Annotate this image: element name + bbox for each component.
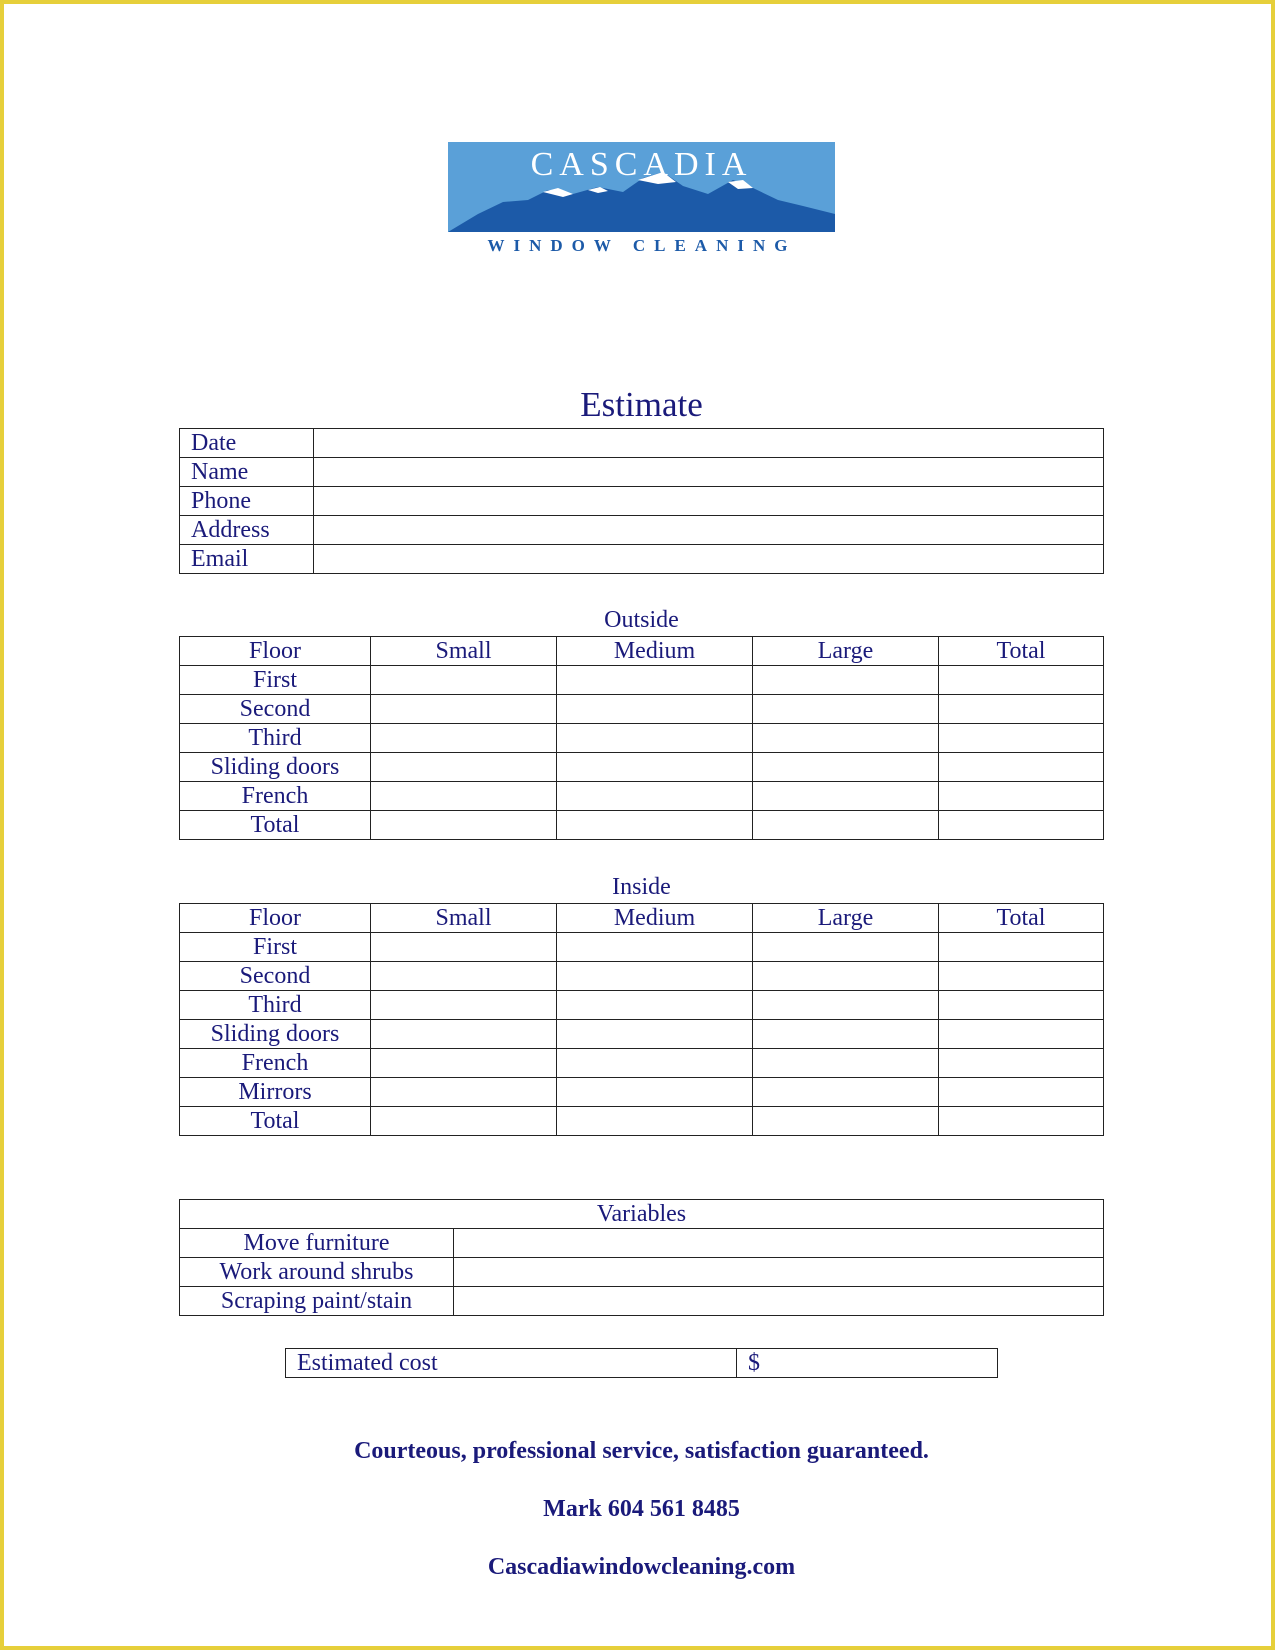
table-row xyxy=(180,695,1104,724)
cell-total[interactable] xyxy=(939,1107,1104,1136)
footer-website[interactable]: Cascadiawindowcleaning.com xyxy=(487,1554,796,1580)
variable-label-scraping-paint: Scraping paint/stain xyxy=(180,1287,454,1316)
table-row xyxy=(180,933,1104,962)
cell-small[interactable] xyxy=(371,933,557,962)
info-label-phone: Phone xyxy=(180,487,314,516)
estimated-cost-label: Estimated cost xyxy=(286,1349,737,1378)
cell-total[interactable] xyxy=(939,991,1104,1020)
cell-large[interactable] xyxy=(753,811,939,840)
info-row xyxy=(180,429,1104,458)
variable-field-move-furniture[interactable] xyxy=(454,1229,1104,1258)
cell-total[interactable] xyxy=(939,695,1104,724)
row-label: First xyxy=(180,933,371,962)
column-header: Large xyxy=(753,637,939,666)
row-label: Total xyxy=(180,1107,371,1136)
cell-large[interactable] xyxy=(753,1107,939,1136)
variable-label-move-furniture: Move furniture xyxy=(180,1229,454,1258)
column-header: Total xyxy=(939,637,1104,666)
logo-title: CASCADIA xyxy=(530,146,753,183)
table-header-row xyxy=(180,1200,1104,1229)
cell-large[interactable] xyxy=(753,666,939,695)
info-row xyxy=(180,487,1104,516)
column-header: Large xyxy=(753,904,939,933)
table-row xyxy=(180,724,1104,753)
cell-medium[interactable] xyxy=(557,695,753,724)
table-row xyxy=(180,1258,1104,1287)
info-field-date[interactable] xyxy=(314,429,1104,458)
currency-symbol: $ xyxy=(748,1350,760,1376)
table-row xyxy=(180,1229,1104,1258)
cell-large[interactable] xyxy=(753,1078,939,1107)
column-header: Small xyxy=(371,637,557,666)
info-field-phone[interactable] xyxy=(314,487,1104,516)
cell-medium[interactable] xyxy=(557,991,753,1020)
cell-small[interactable] xyxy=(371,1020,557,1049)
row-label: Mirrors xyxy=(180,1078,371,1107)
cell-large[interactable] xyxy=(753,724,939,753)
column-header: Medium xyxy=(557,637,753,666)
info-field-address[interactable] xyxy=(314,516,1104,545)
row-label: Third xyxy=(180,724,371,753)
cell-total[interactable] xyxy=(939,1078,1104,1107)
table-row xyxy=(180,1049,1104,1078)
table-header-row xyxy=(180,637,1104,666)
cell-total[interactable] xyxy=(939,962,1104,991)
table-row xyxy=(180,666,1104,695)
cell-medium[interactable] xyxy=(557,782,753,811)
logo-banner xyxy=(448,142,835,232)
column-header: Medium xyxy=(557,904,753,933)
table-row xyxy=(180,782,1104,811)
cell-small[interactable] xyxy=(371,695,557,724)
table-row xyxy=(180,753,1104,782)
info-label-email: Email xyxy=(180,545,314,574)
cell-total[interactable] xyxy=(939,666,1104,695)
table-header-row xyxy=(180,904,1104,933)
company-logo xyxy=(448,142,836,256)
variables-table xyxy=(179,1199,1104,1316)
row-label: Second xyxy=(180,962,371,991)
cell-medium[interactable] xyxy=(557,933,753,962)
cell-large[interactable] xyxy=(753,962,939,991)
cell-large[interactable] xyxy=(753,933,939,962)
table-row xyxy=(286,1349,998,1378)
column-header: Floor xyxy=(180,904,371,933)
cell-small[interactable] xyxy=(371,724,557,753)
table-row xyxy=(180,1107,1104,1136)
row-label: Second xyxy=(180,695,371,724)
footer-tagline: Courteous, professional service, satisfaction guaranteed. xyxy=(354,1438,929,1464)
cell-large[interactable] xyxy=(753,753,939,782)
cell-total[interactable] xyxy=(939,1049,1104,1078)
row-label: French xyxy=(180,1049,371,1078)
inside-caption: Inside xyxy=(612,874,671,900)
info-label-name: Name xyxy=(180,458,314,487)
column-header: Total xyxy=(939,904,1104,933)
cell-medium[interactable] xyxy=(557,1078,753,1107)
variable-label-work-around-shrubs: Work around shrubs xyxy=(180,1258,454,1287)
cell-total[interactable] xyxy=(939,811,1104,840)
outside-table xyxy=(179,636,1104,840)
cell-medium[interactable] xyxy=(557,811,753,840)
column-header: Floor xyxy=(180,637,371,666)
cell-medium[interactable] xyxy=(557,1020,753,1049)
table-row xyxy=(180,811,1104,840)
info-row xyxy=(180,516,1104,545)
cell-small[interactable] xyxy=(371,1107,557,1136)
cell-total[interactable] xyxy=(939,933,1104,962)
cell-large[interactable] xyxy=(753,991,939,1020)
cell-total[interactable] xyxy=(939,753,1104,782)
cell-large[interactable] xyxy=(753,695,939,724)
row-label: Total xyxy=(180,811,371,840)
cell-medium[interactable] xyxy=(557,1049,753,1078)
cell-total[interactable] xyxy=(939,724,1104,753)
cell-medium[interactable] xyxy=(557,724,753,753)
cell-medium[interactable] xyxy=(557,666,753,695)
row-label: Sliding doors xyxy=(180,1020,371,1049)
variable-field-work-around-shrubs[interactable] xyxy=(454,1258,1104,1287)
info-row xyxy=(180,545,1104,574)
column-header: Small xyxy=(371,904,557,933)
row-label: Third xyxy=(180,991,371,1020)
cell-large[interactable] xyxy=(753,782,939,811)
info-field-name[interactable] xyxy=(314,458,1104,487)
cell-small[interactable] xyxy=(371,1049,557,1078)
page-title: Estimate xyxy=(580,385,703,424)
outside-caption: Outside xyxy=(604,607,679,633)
info-row xyxy=(180,458,1104,487)
table-row xyxy=(180,1078,1104,1107)
customer-info-table xyxy=(179,428,1104,574)
estimated-cost-table xyxy=(285,1348,998,1378)
variable-field-scraping-paint[interactable] xyxy=(454,1287,1104,1316)
info-label-date: Date xyxy=(180,429,314,458)
cell-small[interactable] xyxy=(371,811,557,840)
row-label: Sliding doors xyxy=(180,753,371,782)
table-row xyxy=(180,991,1104,1020)
cell-small[interactable] xyxy=(371,991,557,1020)
estimated-cost-field[interactable] xyxy=(737,1349,998,1378)
table-row xyxy=(180,962,1104,991)
cell-medium[interactable] xyxy=(557,962,753,991)
cell-medium[interactable] xyxy=(557,753,753,782)
cell-large[interactable] xyxy=(753,1049,939,1078)
footer-contact: Mark 604 561 8485 xyxy=(543,1496,740,1522)
cell-small[interactable] xyxy=(371,1078,557,1107)
cell-small[interactable] xyxy=(371,782,557,811)
row-label: First xyxy=(180,666,371,695)
variables-caption: Variables xyxy=(180,1200,1104,1229)
cell-total[interactable] xyxy=(939,782,1104,811)
cell-small[interactable] xyxy=(371,666,557,695)
info-label-address: Address xyxy=(180,516,314,545)
cell-total[interactable] xyxy=(939,1020,1104,1049)
info-field-email[interactable] xyxy=(314,545,1104,574)
inside-table xyxy=(179,903,1104,1136)
table-row xyxy=(180,1020,1104,1049)
cell-large[interactable] xyxy=(753,1020,939,1049)
cell-medium[interactable] xyxy=(557,1107,753,1136)
table-row xyxy=(180,1287,1104,1316)
logo-subtitle: WINDOW CLEANING xyxy=(487,236,797,255)
cell-small[interactable] xyxy=(371,962,557,991)
row-label: French xyxy=(180,782,371,811)
cell-small[interactable] xyxy=(371,753,557,782)
